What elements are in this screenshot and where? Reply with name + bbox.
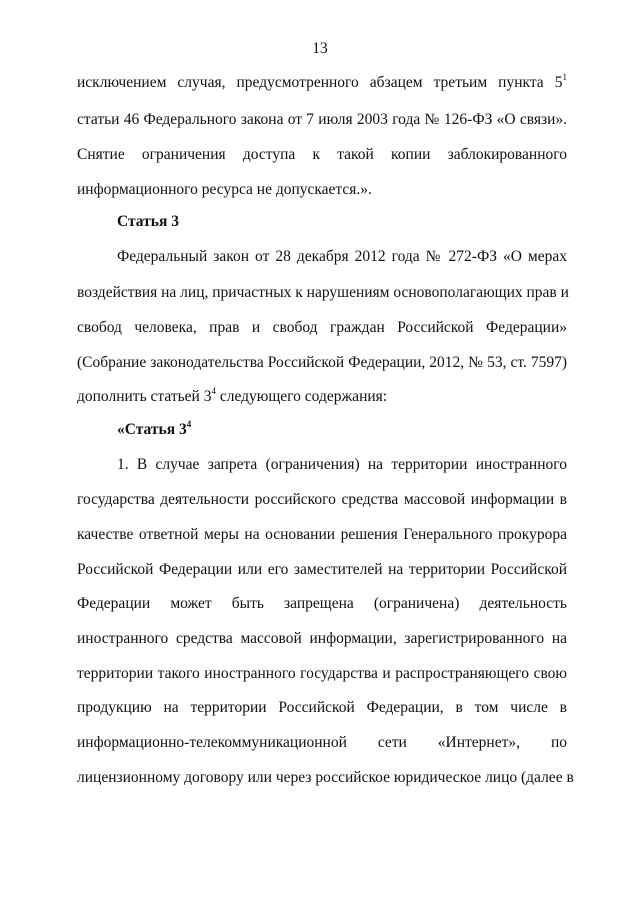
text-line: Федеральный закон от 28 декабря 2012 года № 272-ФЗ «О мерах [117, 248, 567, 265]
text-line: территории такого иностранного государства и распространяющего свою [77, 665, 567, 682]
article-heading [117, 420, 567, 441]
text-line: воздействия на лиц, причастных к нарушениям основополагающих прав и [77, 284, 569, 301]
text-line-content: следующего содержания: [215, 388, 388, 405]
text-line: свобод человека, прав и свобод граждан Российской Федерации» [77, 319, 567, 336]
text-line: (Собрание законодательства Российской Федерации, 2012, № 53, ст. 7597) [77, 354, 567, 371]
text-line: лицензионному договору или через российское юридическое лицо (далее в [77, 769, 574, 786]
article-heading: Статья 3 [117, 213, 179, 230]
text-line: информационно-телекоммуникационной сети «Интернет», по [77, 734, 567, 751]
superscript: 4 [211, 386, 216, 396]
text-line: Российской Федерации или его заместителей на территории Российской [77, 561, 567, 578]
superscript: 1 [562, 72, 567, 82]
text-line: иностранного средства массовой информации, зарегистрированного на [77, 630, 567, 647]
superscript: 4 [186, 419, 192, 429]
text-line: качестве ответной меры на основании решения Генерального прокурора [77, 526, 567, 543]
text-line: статьи 46 Федерального закона от 7 июля 2003 года № 126-ФЗ «О связи». [77, 111, 567, 128]
text-line: государства деятельности российского средства массовой информации в [77, 491, 567, 508]
article-heading-text: «Статья 3 [117, 421, 187, 438]
page-number: 13 [312, 40, 328, 57]
text-line: 1. В случае запрета (ограничения) на территории иностранного [117, 456, 567, 473]
text-line [77, 73, 567, 94]
text-line [77, 387, 567, 408]
text-line: Федерации может быть запрещена (ограничена) деятельность [77, 595, 567, 612]
text-line: информационного ресурса не допускается.». [77, 181, 372, 198]
text-line-content: дополнить статьей 3 [77, 388, 212, 405]
text-line-content: исключением случая, предусмотренного абзацем третьим пункта 5 [77, 74, 563, 91]
text-line: продукцию на территории Российской Федерации, в том числе в [77, 699, 567, 716]
text-line: Снятие ограничения доступа к такой копии заблокированного [77, 146, 567, 163]
